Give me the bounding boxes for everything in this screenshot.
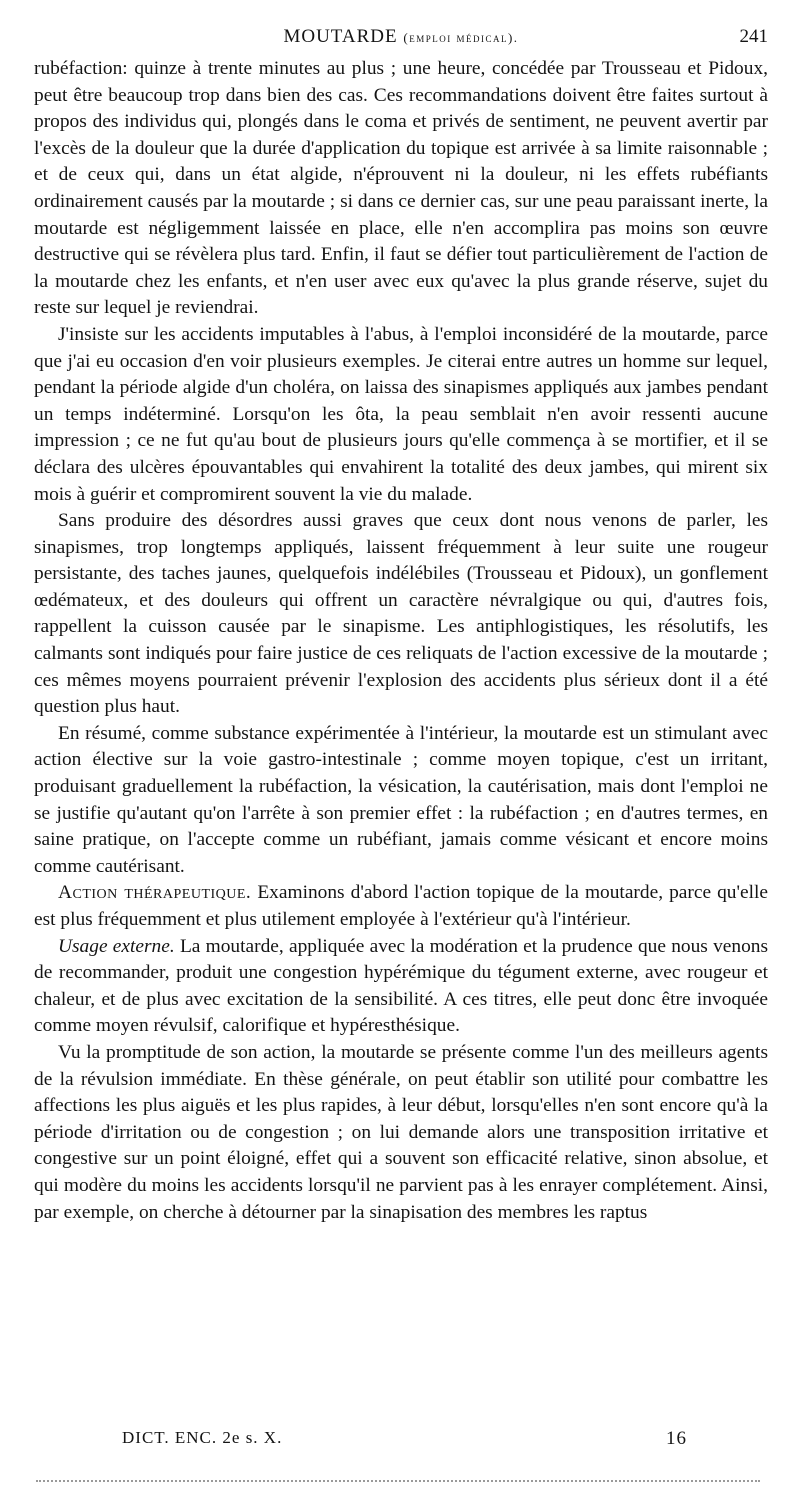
paragraph-text: Vu la promptitude de son action, la moutarde se présente comme l'un des meilleurs agents de la révulsion immédiate. En thèse générale, on peut établir son utilité pour combattre les affections les plus aiguës et les plus rapides, à leur début, lorsqu'elles n'en sont encore qu'à la période d'irritation ou de congestion ; on lui demande alors une transposition irritative et congestive sur un point éloigné, effet qui a souvent son efficacité relative, sinon absolue, et qui modère du moins les accidents lorsqu'il ne parvient pas à les enrayer complétement. Ainsi, par exemple, on cherche à détourner par la sinapisation des membres les raptus [34, 1041, 768, 1223]
paragraph-1 [34, 56, 768, 322]
printer-signature: DICT. ENC. 2e s. X. [122, 1428, 283, 1447]
running-title-parenthetical: (emploi médical). [403, 30, 519, 45]
paragraph-5 [34, 880, 768, 933]
paragraph-text: rubéfaction: quinze à trente minutes au plus ; une heure, concédée par Trousseau et Pidoux, peut être beaucoup trop dans bien des cas. Ces recommandations doivent être faites surtout à propos des individus qui, plongés dans le coma et privés de sentiment, ne peuvent avertir par l'excès de la douleur que la durée d'application du topique est arrivée à sa limite raisonnable ; et de ceux qui, dans un état algide, n'éprouvent ni la douleur, ni les effets rubéfiants ordinairement causés par la moutarde ; si dans ce dernier cas, sur une peau paraissant inerte, la moutarde est négligemment laissée en place, elle n'en accomplira pas moins son œuvre destructive qui se révèlera plus tard. Enfin, il faut se défier tout particulièrement de l'action de la moutarde chez les enfants, et n'en user avec eux qu'avec la plus grande réserve, sujet du reste sur lequel je reviendrai. [34, 58, 768, 319]
document-page [34, 26, 768, 1226]
paragraph-text: En résumé, comme substance expérimentée à l'intérieur, la moutarde est un stimulant avec action élective sur la voie gastro-intestinale ; comme moyen topique, c'est un irritant, produisant graduellement la rubéfaction, la vésication, la cautérisation, mais dont l'emploi ne se justifie qu'autant qu'on l'arrête à son premier effet : la rubéfaction ; en d'autres termes, en saine pratique, on l'accepte comme un rubéfiant, jamais comme vésicant et encore moins comme cautérisant. [34, 722, 768, 877]
paragraph-text: Examinons d'abord l'action topique de la moutarde, parce qu'elle est plus fréquemment et plus utilement employée à l'extérieur qu'à l'intérieur. [34, 882, 768, 930]
paragraph-3 [34, 508, 768, 721]
running-head [34, 26, 768, 56]
paragraph-4 [34, 721, 768, 881]
bottom-dotted-rule [36, 1480, 760, 1482]
paragraph-7 [34, 1040, 768, 1226]
article-body [34, 56, 768, 1226]
sheet-number: 16 [666, 1428, 687, 1449]
paragraph-text: Sans produire des désordres aussi graves que ceux dont nous venons de parler, les sinapismes, trop longtemps appliqués, laissent fréquemment à leur suite une rougeur persistante, des taches jaunes, quelquefois indélébiles (Trousseau et Pidoux), un gonflement œdémateux, et des douleurs qui offrent un caractère névralgique ou qui, d'autres fois, rappellent la cuisson causée par le sinapisme. Les antiphlogistiques, les résolutifs, les calmants sont indiqués pour faire justice de ces reliquats de l'action excessive de la moutarde ; ces mêmes moyens pourraient prévenir l'explosion des accidents plus sérieux dont il a été question plus haut. [34, 510, 768, 718]
running-title-main: MOUTARDE [283, 26, 398, 47]
section-heading-external-use: Usage externe. [58, 935, 175, 957]
paragraph-6 [34, 934, 768, 1040]
paragraph-text: La moutarde, appliquée avec la modération et la prudence que nous venons de recommander, produit une congestion hypérémique du tégument externe, avec rougeur et chaleur, et de plus avec excitation de la sensibilité. A ces titres, elle peut donc être invoquée comme moyen révulsif, calorifique et hypéresthésique. [34, 935, 769, 1037]
page-number: 241 [739, 26, 768, 47]
paragraph-2 [34, 322, 768, 508]
section-heading-therapeutic-action: Action thérapeutique. [58, 882, 252, 904]
running-title [34, 26, 768, 48]
paragraph-text: J'insiste sur les accidents imputables à l'abus, à l'emploi inconsidéré de la moutarde, parce que j'ai eu occasion d'en voir plusieurs exemples. Je citerai entre autres un homme sur lequel, pendant la période algide d'un choléra, on laissa des sinapismes appliqués aux jambes pendant un temps indéterminé. Lorsqu'on les ôta, la peau semblait n'en avoir ressenti aucune impression ; ce ne fut qu'au bout de plusieurs jours qu'elle commença à se mortifier, et il se déclara des ulcères épouvantables qui envahirent la totalité des deux jambes, qui mirent six mois à guérir et compromirent souvent la vie du malade. [34, 323, 768, 505]
